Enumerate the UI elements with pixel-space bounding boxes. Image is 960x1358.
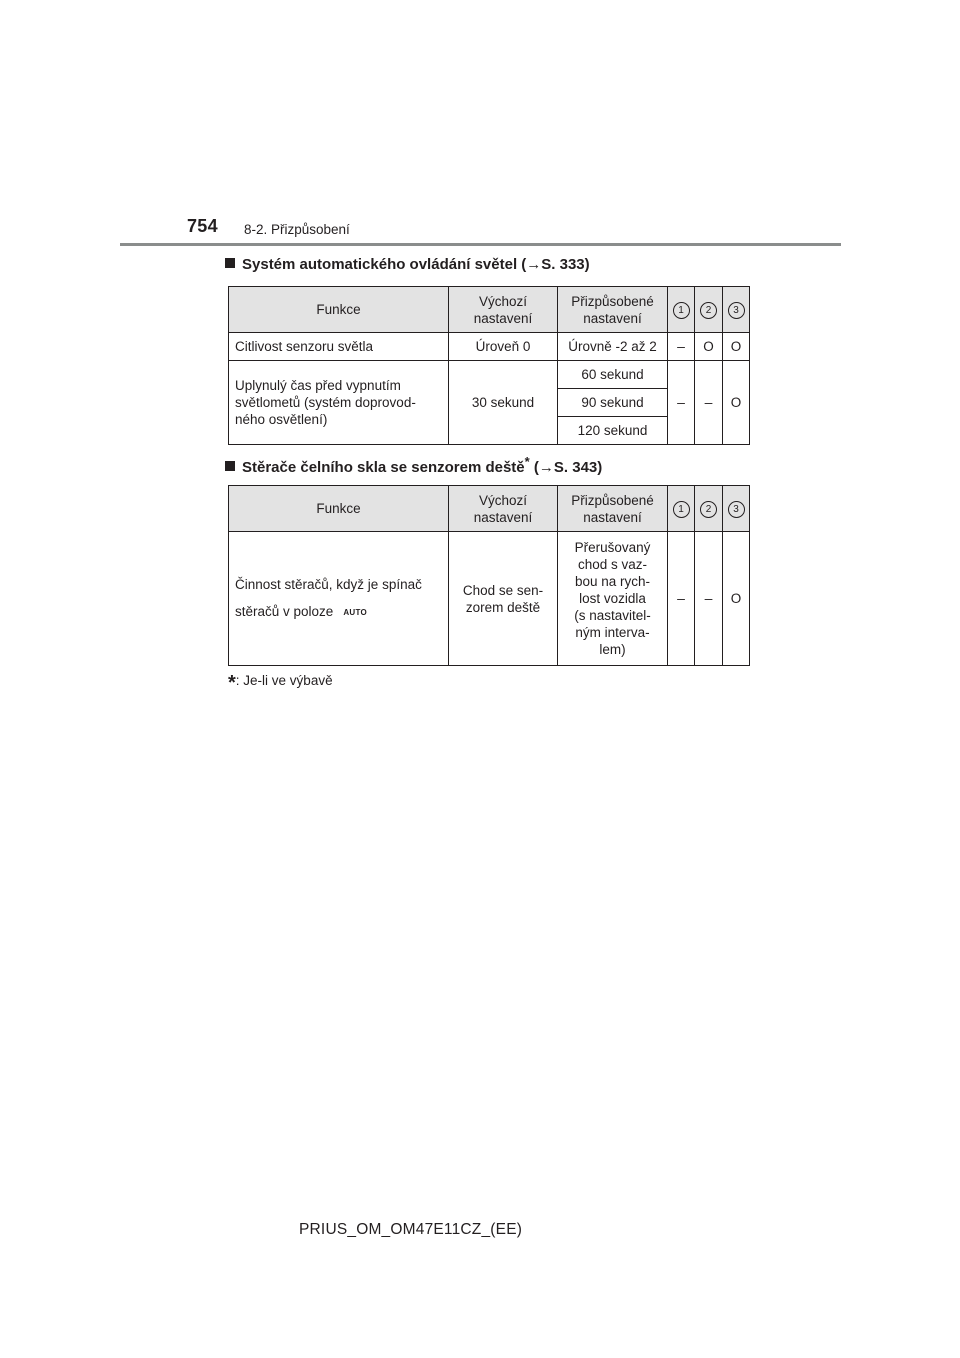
circled-2-icon: 2 <box>700 302 717 319</box>
cell-c2: – <box>695 361 723 445</box>
cell-c1: – <box>668 333 695 361</box>
header-rule <box>120 243 841 246</box>
header-col1 <box>668 287 695 333</box>
cell-c3: O <box>723 532 750 666</box>
wipers-settings-table <box>228 485 750 666</box>
table-row <box>229 532 750 666</box>
cell-custom: Úrovně -2 až 2 <box>558 333 668 361</box>
cell-custom: 60 sekund <box>558 361 668 389</box>
header-col1 <box>668 486 695 532</box>
custom-line: chod s vaz- <box>577 557 648 572</box>
custom-line: bou na rych- <box>574 574 651 589</box>
header-col3 <box>723 486 750 532</box>
function-line: Uplynulý čas před vypnutím <box>235 378 401 393</box>
header-function: Funkce <box>229 486 449 532</box>
paren: ( <box>533 459 539 476</box>
custom-line: Přerušovaný <box>574 540 651 555</box>
cell-c3: O <box>723 333 750 361</box>
custom-line: lem) <box>599 642 626 657</box>
cell-default: 30 sekund <box>449 361 558 445</box>
section-heading-wipers <box>225 454 602 476</box>
cell-function: Citlivost senzoru světla <box>229 333 449 361</box>
default-line: Chod se sen- <box>462 582 544 598</box>
header-default: Výchozí nastavení <box>449 486 558 532</box>
function-text: stěračů v poloze <box>235 604 334 619</box>
circled-1-icon: 1 <box>673 302 690 319</box>
footnote-text: : Je-li ve výbavě <box>235 673 333 688</box>
table-header-row <box>229 486 750 532</box>
header-function: Funkce <box>229 287 449 333</box>
function-line: ného osvětlení) <box>235 412 328 427</box>
page-number: 754 <box>187 216 218 236</box>
header-col2 <box>695 486 723 532</box>
custom-line: lost vozidla <box>579 591 646 606</box>
table-row <box>229 333 750 361</box>
default-line: zorem deště <box>465 599 541 615</box>
square-bullet-icon <box>225 258 235 268</box>
arrow-icon: → <box>538 459 554 476</box>
circled-3-icon: 3 <box>728 501 745 518</box>
cell-default <box>449 532 558 666</box>
cell-c3: O <box>723 361 750 445</box>
cell-function <box>229 532 449 666</box>
table-row <box>229 361 750 389</box>
heading-text: Systém automatického ovládání světel ( <box>242 256 527 273</box>
section-title: 8-2. Přizpůsobení <box>244 222 350 237</box>
cell-c1: – <box>668 532 695 666</box>
function-line <box>235 603 444 621</box>
document-code: PRIUS_OM_OM47E11CZ_(EE) <box>299 1221 523 1238</box>
header-custom: Přizpůsobené nastavení <box>558 486 668 532</box>
table-header-row <box>229 287 750 333</box>
section-heading-lights <box>225 256 590 273</box>
cell-default: Úroveň 0 <box>449 333 558 361</box>
arrow-icon: → <box>526 256 542 273</box>
cell-c2: O <box>695 333 723 361</box>
custom-line: ným interva- <box>575 625 650 640</box>
cell-c1: – <box>668 361 695 445</box>
page-reference[interactable]: S. 333) <box>541 256 590 273</box>
function-line: světlometů (systém doprovod- <box>235 395 416 410</box>
cell-c2: – <box>695 532 723 666</box>
header-custom: Přizpůsobené nastavení <box>558 287 668 333</box>
cell-custom <box>558 532 668 666</box>
cell-function <box>229 361 449 445</box>
header-col2 <box>695 287 723 333</box>
auto-switch-icon: AUTO <box>343 608 368 617</box>
footnote-star: * <box>228 672 236 694</box>
header-col3 <box>723 287 750 333</box>
footnote-star: * <box>524 454 530 469</box>
cell-custom: 90 sekund <box>558 389 668 417</box>
footnote <box>228 672 333 695</box>
page-reference[interactable]: S. 343) <box>553 459 603 476</box>
circled-3-icon: 3 <box>728 302 745 319</box>
circled-1-icon: 1 <box>673 501 690 518</box>
header-default: Výchozí nastavení <box>449 287 558 333</box>
custom-line: (s nastavitel- <box>574 608 651 623</box>
square-bullet-icon <box>225 461 235 471</box>
lights-settings-table <box>228 286 750 445</box>
function-line: Činnost stěračů, když je spínač <box>235 577 422 592</box>
circled-2-icon: 2 <box>700 501 717 518</box>
heading-text: Stěrače čelního skla se senzorem deště <box>242 459 525 476</box>
cell-custom: 120 sekund <box>558 417 668 445</box>
